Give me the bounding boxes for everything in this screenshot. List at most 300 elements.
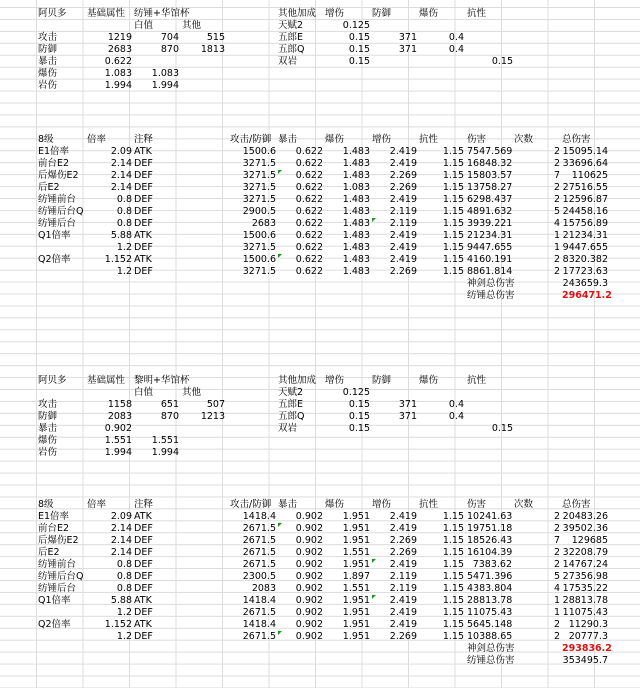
bot-table-cell-c1[interactable]: 2.14 bbox=[110, 547, 132, 558]
bot-table-cell-c8[interactable]: 10241.63 bbox=[467, 511, 513, 522]
bot-table-cell-c1[interactable]: 0.8 bbox=[116, 571, 132, 582]
bot-table-cell-c2[interactable]: DEF bbox=[134, 547, 153, 558]
top-table-cell-c10[interactable]: 21234.31 bbox=[562, 230, 608, 241]
bot-table-cell-c7[interactable]: 1.15 bbox=[442, 571, 464, 582]
top-table-cell-c4[interactable]: 0.622 bbox=[295, 170, 323, 181]
top-attr-row-other[interactable] bbox=[180, 80, 225, 92]
bot-table-cell-c1[interactable]: 1.2 bbox=[116, 631, 132, 642]
top-table-cell-c1[interactable]: 5.88 bbox=[110, 230, 132, 241]
bot-bonus-row-label[interactable]: 双岩 bbox=[278, 423, 298, 434]
bot-table-cell-c5[interactable]: 1.951 bbox=[342, 631, 370, 642]
bot-attr-header-other[interactable]: 其他 bbox=[182, 387, 202, 398]
top-table-header-4[interactable]: 暴击 bbox=[278, 134, 298, 145]
bot-table-cell-c4[interactable]: 0.902 bbox=[295, 571, 323, 582]
bot-bonus-row-critdmg[interactable]: 0.4 bbox=[448, 411, 464, 422]
top-table-cell-c6[interactable]: 2.119 bbox=[389, 218, 417, 229]
top-bonus-row-dmgbonus[interactable]: 0.125 bbox=[342, 20, 370, 31]
top-table-cell-c6[interactable]: 2.419 bbox=[389, 230, 417, 241]
top-table-cell-c8[interactable]: 15803.57 bbox=[467, 170, 513, 181]
bot-table-header-0[interactable]: 8级 bbox=[38, 499, 54, 510]
top-bonus-row-def[interactable] bbox=[372, 56, 417, 68]
top-table-cell-c4[interactable]: 0.622 bbox=[295, 158, 323, 169]
bot-table-cell-c5[interactable]: 1.551 bbox=[342, 583, 370, 594]
top-table-cell-c8[interactable]: 16848.32 bbox=[467, 158, 513, 169]
top-table-cell-c10[interactable]: 12596.87 bbox=[562, 194, 608, 205]
top-table-cell-c7[interactable]: 1.15 bbox=[442, 194, 464, 205]
top-table-cell-c8[interactable]: 4891.632 bbox=[467, 206, 513, 217]
top-bonus-row-dmgbonus[interactable]: 0.15 bbox=[348, 56, 370, 67]
bot-attr-row-other[interactable] bbox=[180, 423, 225, 435]
bot-table-cell-c7[interactable]: 1.15 bbox=[442, 595, 464, 606]
bot-table-cell-c5[interactable]: 1.951 bbox=[342, 511, 370, 522]
bot-table-cell-c4[interactable]: 0.902 bbox=[295, 559, 323, 570]
bot-bonus-row-res[interactable]: 0.15 bbox=[491, 423, 513, 434]
bot-table-cell-c9[interactable]: 2 bbox=[553, 523, 560, 534]
top-table-cell-c9[interactable]: 7 bbox=[553, 170, 560, 181]
bot-attr-row-other[interactable] bbox=[180, 435, 225, 447]
top-bonus-row-def[interactable]: 371 bbox=[398, 32, 417, 43]
bot-table-cell-c6[interactable]: 2.419 bbox=[389, 619, 417, 630]
bot-table-cell-c4[interactable]: 0.902 bbox=[295, 583, 323, 594]
top-table-cell-c1[interactable]: 0.8 bbox=[116, 218, 132, 229]
bot-table-cell-c6[interactable]: 2.269 bbox=[389, 547, 417, 558]
top-table-cell-c10[interactable]: 17723.63 bbox=[562, 266, 608, 277]
bot-table-cell-c7[interactable]: 1.15 bbox=[442, 607, 464, 618]
bot-attr-header-weapon[interactable]: 黎明+华馆杯 bbox=[134, 375, 190, 386]
bot-table-cell-c7[interactable]: 1.15 bbox=[442, 547, 464, 558]
top-table-cell-c5[interactable]: 1.083 bbox=[342, 182, 370, 193]
top-table-cell-c3[interactable]: 3271.5 bbox=[242, 266, 276, 277]
bot-table-cell-c10[interactable]: 20483.26 bbox=[562, 511, 608, 522]
top-table-cell-c2[interactable]: DEF bbox=[134, 170, 153, 181]
top-attr-row-white[interactable]: 704 bbox=[160, 32, 179, 43]
top-table-cell-c4[interactable]: 0.622 bbox=[295, 230, 323, 241]
top-table-cell-c8[interactable]: 4160.191 bbox=[467, 254, 513, 265]
bot-attr-row-other[interactable]: 507 bbox=[206, 399, 225, 410]
top-table-cell-c1[interactable]: 2.09 bbox=[110, 146, 132, 157]
bot-bonus-row-dmgbonus[interactable]: 0.15 bbox=[348, 411, 370, 422]
bot-table-header-10[interactable]: 总伤害 bbox=[562, 499, 591, 510]
bot-table-cell-c0[interactable]: E1倍率 bbox=[38, 511, 70, 522]
top-table-cell-c9[interactable]: 2 bbox=[553, 194, 560, 205]
top-table-cell-c1[interactable]: 2.14 bbox=[110, 170, 132, 181]
top-table-cell-c2[interactable]: DEF bbox=[134, 206, 153, 217]
bot-table-cell-c4[interactable]: 0.902 bbox=[295, 523, 323, 534]
top-bonus-row-dmgbonus[interactable]: 0.15 bbox=[348, 32, 370, 43]
bot-table-cell-c8[interactable]: 10388.65 bbox=[467, 631, 513, 642]
bot-bonus-row-label[interactable]: 天赋2 bbox=[278, 387, 304, 398]
top-table-cell-c0[interactable]: Q2倍率 bbox=[38, 254, 71, 265]
bot-attr-header-white[interactable]: 白值 bbox=[134, 387, 154, 398]
top-bonus-row-critdmg[interactable]: 0.4 bbox=[448, 32, 464, 43]
bot-table-cell-c0[interactable]: Q1倍率 bbox=[38, 595, 71, 606]
top-attr-row-other[interactable]: 1813 bbox=[200, 44, 225, 55]
top-table-cell-c8[interactable]: 7547.569 bbox=[467, 146, 513, 157]
top-table-cell-c9[interactable]: 5 bbox=[553, 206, 560, 217]
bot-table-cell-c1[interactable]: 5.88 bbox=[110, 595, 132, 606]
top-table-cell-c6[interactable]: 2.269 bbox=[389, 266, 417, 277]
top-table-cell-c9[interactable]: 1 bbox=[553, 242, 560, 253]
bot-table-cell-c7[interactable]: 1.15 bbox=[442, 583, 464, 594]
top-table-header-9[interactable]: 次数 bbox=[514, 134, 534, 145]
top-table-cell-c8[interactable]: 13758.27 bbox=[467, 182, 513, 193]
top-table-header-10[interactable]: 总伤害 bbox=[562, 134, 591, 145]
top-table-cell-c3[interactable]: 2900.5 bbox=[242, 206, 276, 217]
bot-table-header-6[interactable]: 增伤 bbox=[372, 499, 392, 510]
bot-table-cell-c8[interactable]: 7383.62 bbox=[472, 559, 512, 570]
bot-bonus-row-label[interactable]: 五郎Q bbox=[278, 411, 305, 422]
bot-table-cell-c10[interactable]: 129685 bbox=[571, 535, 608, 546]
top-attr-row-white[interactable] bbox=[134, 56, 179, 68]
top-table-cell-c3[interactable]: 3271.5 bbox=[242, 194, 276, 205]
bot-table-cell-c2[interactable]: DEF bbox=[134, 523, 153, 534]
bot-table-cell-c0[interactable]: Q2倍率 bbox=[38, 619, 71, 630]
top-table-cell-c3[interactable]: 3271.5 bbox=[242, 242, 276, 253]
top-table-cell-c8[interactable]: 3939.221 bbox=[467, 218, 513, 229]
top-table-cell-c0[interactable]: 纺锤后台Q bbox=[38, 206, 84, 217]
bot-table-cell-c2[interactable]: DEF bbox=[134, 631, 153, 642]
top-table-cell-c3[interactable]: 2683 bbox=[251, 218, 276, 229]
bot-table-cell-c0[interactable] bbox=[38, 631, 86, 643]
bot-table-cell-c1[interactable]: 2.14 bbox=[110, 535, 132, 546]
top-table-cell-c5[interactable]: 1.483 bbox=[342, 146, 370, 157]
bot-table-cell-c6[interactable]: 2.119 bbox=[389, 571, 417, 582]
top-table-cell-c9[interactable]: 2 bbox=[553, 146, 560, 157]
top-table-cell-c9[interactable]: 2 bbox=[553, 158, 560, 169]
bot-table-total2-value[interactable]: 353495.7 bbox=[562, 655, 608, 666]
top-table-cell-c2[interactable]: ATK bbox=[134, 146, 152, 157]
bot-table-cell-c3[interactable]: 2671.5 bbox=[242, 607, 276, 618]
bot-table-cell-c8[interactable]: 5645.148 bbox=[467, 619, 513, 630]
top-table-cell-c5[interactable]: 1.483 bbox=[342, 254, 370, 265]
bot-table-cell-c10[interactable]: 11075.43 bbox=[562, 607, 608, 618]
bot-table-cell-c4[interactable]: 0.902 bbox=[295, 607, 323, 618]
bot-bonus-row-def[interactable] bbox=[372, 423, 417, 435]
top-table-cell-c3[interactable]: 1500.6 bbox=[242, 146, 276, 157]
bot-table-cell-c8[interactable]: 5471.396 bbox=[467, 571, 513, 582]
top-table-cell-c2[interactable]: DEF bbox=[134, 266, 153, 277]
top-table-cell-c7[interactable]: 1.15 bbox=[442, 182, 464, 193]
bot-attr-row-label[interactable]: 岩伤 bbox=[38, 447, 58, 458]
top-attr-row-other[interactable] bbox=[180, 68, 225, 80]
bot-table-cell-c10[interactable]: 32208.79 bbox=[562, 547, 608, 558]
top-attr-header-white[interactable]: 白值 bbox=[134, 20, 154, 31]
bot-bonus-row-label[interactable]: 五郎E bbox=[278, 399, 304, 410]
top-table-cell-c10[interactable]: 9447.655 bbox=[562, 242, 608, 253]
bot-table-cell-c2[interactable]: DEF bbox=[134, 559, 153, 570]
top-attr-row-other[interactable]: 515 bbox=[206, 32, 225, 43]
bot-table-header-3[interactable]: 攻击/防御 bbox=[230, 499, 272, 510]
top-table-cell-c6[interactable]: 2.419 bbox=[389, 242, 417, 253]
bot-bonus-row-dmgbonus[interactable]: 0.15 bbox=[348, 423, 370, 434]
bot-table-total1-label[interactable]: 神剑总伤害 bbox=[467, 643, 515, 654]
bot-table-header-9[interactable]: 次数 bbox=[514, 499, 534, 510]
top-attr-row-label[interactable]: 岩伤 bbox=[38, 80, 58, 91]
top-bonus-row-res[interactable]: 0.15 bbox=[491, 56, 513, 67]
bot-table-cell-c1[interactable]: 0.8 bbox=[116, 559, 132, 570]
top-table-cell-c5[interactable]: 1.483 bbox=[342, 194, 370, 205]
bot-attr-row-base[interactable]: 1158 bbox=[107, 399, 132, 410]
bot-table-cell-c0[interactable]: 前台E2 bbox=[38, 523, 70, 534]
top-bonus-header-2[interactable]: 防御 bbox=[372, 8, 392, 19]
bot-table-cell-c3[interactable]: 2300.5 bbox=[242, 571, 276, 582]
top-table-cell-c2[interactable]: DEF bbox=[134, 242, 153, 253]
top-attr-row-label[interactable]: 攻击 bbox=[38, 32, 58, 43]
bot-table-cell-c10[interactable]: 11290.3 bbox=[568, 619, 608, 630]
top-table-total1-label[interactable]: 神剑总伤害 bbox=[467, 278, 515, 289]
bot-table-cell-c3[interactable]: 2671.5 bbox=[242, 559, 276, 570]
bot-table-cell-c8[interactable]: 19751.18 bbox=[467, 523, 513, 534]
top-table-cell-c2[interactable]: ATK bbox=[134, 230, 152, 241]
top-table-total2-label[interactable]: 纺锤总伤害 bbox=[467, 290, 515, 301]
top-table-cell-c5[interactable]: 1.483 bbox=[342, 158, 370, 169]
top-attr-row-base[interactable]: 2683 bbox=[107, 44, 132, 55]
top-table-cell-c7[interactable]: 1.15 bbox=[442, 170, 464, 181]
bot-table-cell-c3[interactable]: 2671.5 bbox=[242, 523, 276, 534]
bot-attr-row-other[interactable] bbox=[180, 447, 225, 459]
bot-table-cell-c7[interactable]: 1.15 bbox=[442, 535, 464, 546]
bot-table-cell-c5[interactable]: 1.897 bbox=[342, 571, 370, 582]
bot-table-header-2[interactable]: 注释 bbox=[134, 499, 154, 510]
bot-table-cell-c3[interactable]: 2671.5 bbox=[242, 631, 276, 642]
top-table-cell-c10[interactable]: 24458.16 bbox=[562, 206, 608, 217]
bot-table-cell-c9[interactable]: 1 bbox=[553, 595, 560, 606]
top-table-header-3[interactable]: 攻击/防御 bbox=[230, 134, 272, 145]
top-table-cell-c2[interactable]: DEF bbox=[134, 218, 153, 229]
top-bonus-header-3[interactable]: 爆伤 bbox=[419, 8, 439, 19]
top-attr-row-white[interactable]: 1.994 bbox=[151, 80, 179, 91]
top-table-cell-c10[interactable]: 15095.14 bbox=[562, 146, 608, 157]
top-table-cell-c9[interactable]: 2 bbox=[553, 266, 560, 277]
bot-table-cell-c4[interactable]: 0.902 bbox=[295, 535, 323, 546]
bot-table-cell-c5[interactable]: 1.551 bbox=[342, 547, 370, 558]
top-table-cell-c1[interactable]: 2.14 bbox=[110, 182, 132, 193]
top-table-cell-c0[interactable]: Q1倍率 bbox=[38, 230, 71, 241]
bot-attr-header-base[interactable]: 基础属性 bbox=[87, 375, 126, 386]
top-table-header-2[interactable]: 注释 bbox=[134, 134, 154, 145]
top-bonus-row-label[interactable]: 天赋2 bbox=[278, 20, 304, 31]
top-bonus-row-res[interactable] bbox=[468, 32, 513, 44]
top-table-cell-c8[interactable]: 9447.655 bbox=[467, 242, 513, 253]
bot-table-cell-c2[interactable]: ATK bbox=[134, 595, 152, 606]
bot-table-header-5[interactable]: 爆伤 bbox=[325, 499, 345, 510]
bot-table-cell-c0[interactable]: 后E2 bbox=[38, 547, 60, 558]
bot-table-cell-c3[interactable]: 2083 bbox=[251, 583, 276, 594]
top-table-cell-c0[interactable]: 纺锤后台 bbox=[38, 218, 77, 229]
bot-table-cell-c3[interactable]: 1418.4 bbox=[242, 619, 276, 630]
bot-table-cell-c3[interactable]: 2671.5 bbox=[242, 547, 276, 558]
top-table-cell-c4[interactable]: 0.622 bbox=[295, 266, 323, 277]
bot-table-cell-c9[interactable]: 5 bbox=[553, 571, 560, 582]
bot-table-cell-c9[interactable]: 2 bbox=[553, 631, 560, 642]
bot-bonus-row-critdmg[interactable] bbox=[419, 387, 464, 399]
bot-bonus-row-def[interactable]: 371 bbox=[398, 411, 417, 422]
top-table-header-7[interactable]: 抗性 bbox=[419, 134, 439, 145]
top-table-cell-c8[interactable]: 6298.437 bbox=[467, 194, 513, 205]
bot-attr-row-white[interactable]: 870 bbox=[160, 411, 179, 422]
bot-table-cell-c0[interactable]: 纺锤前台 bbox=[38, 559, 77, 570]
bot-attr-header-char[interactable]: 阿贝多 bbox=[38, 375, 67, 386]
top-bonus-header-0[interactable]: 其他加成 bbox=[278, 8, 317, 19]
bot-table-cell-c6[interactable]: 2.419 bbox=[389, 595, 417, 606]
bot-bonus-row-res[interactable] bbox=[468, 387, 513, 399]
bot-table-cell-c9[interactable]: 2 bbox=[553, 559, 560, 570]
top-table-cell-c1[interactable]: 1.2 bbox=[116, 242, 132, 253]
top-bonus-row-dmgbonus[interactable]: 0.15 bbox=[348, 44, 370, 55]
bot-table-cell-c10[interactable]: 14767.24 bbox=[562, 559, 608, 570]
bot-bonus-row-critdmg[interactable] bbox=[419, 423, 464, 435]
top-table-cell-c5[interactable]: 1.483 bbox=[342, 218, 370, 229]
bot-attr-row-base[interactable]: 2083 bbox=[107, 411, 132, 422]
bot-table-header-1[interactable]: 倍率 bbox=[87, 499, 107, 510]
top-table-cell-c3[interactable]: 1500.6 bbox=[242, 230, 276, 241]
bot-table-cell-c5[interactable]: 1.951 bbox=[342, 535, 370, 546]
top-table-cell-c1[interactable]: 2.14 bbox=[110, 158, 132, 169]
bot-table-cell-c0[interactable] bbox=[38, 607, 86, 619]
top-bonus-row-label[interactable]: 双岩 bbox=[278, 56, 298, 67]
bot-attr-row-white[interactable]: 651 bbox=[160, 399, 179, 410]
top-table-cell-c4[interactable]: 0.622 bbox=[295, 242, 323, 253]
top-table-cell-c1[interactable]: 0.8 bbox=[116, 194, 132, 205]
bot-table-cell-c0[interactable]: 纺锤后台Q bbox=[38, 571, 84, 582]
top-bonus-row-critdmg[interactable]: 0.4 bbox=[448, 44, 464, 55]
top-table-header-1[interactable]: 倍率 bbox=[87, 134, 107, 145]
bot-table-cell-c6[interactable]: 2.419 bbox=[389, 607, 417, 618]
top-table-cell-c0[interactable]: 后E2 bbox=[38, 182, 60, 193]
top-attr-header-base[interactable]: 基础属性 bbox=[87, 8, 126, 19]
bot-table-cell-c10[interactable]: 39502.36 bbox=[562, 523, 608, 534]
bot-table-cell-c2[interactable]: DEF bbox=[134, 583, 153, 594]
top-bonus-row-res[interactable] bbox=[468, 20, 513, 32]
bot-table-cell-c2[interactable]: DEF bbox=[134, 535, 153, 546]
bot-table-cell-c6[interactable]: 2.119 bbox=[389, 583, 417, 594]
top-attr-row-white[interactable]: 870 bbox=[160, 44, 179, 55]
bot-bonus-row-dmgbonus[interactable]: 0.125 bbox=[342, 387, 370, 398]
top-table-cell-c1[interactable]: 1.152 bbox=[104, 254, 132, 265]
bot-attr-row-base[interactable]: 1.994 bbox=[104, 447, 132, 458]
bot-table-header-4[interactable]: 暴击 bbox=[278, 499, 298, 510]
bot-attr-row-label[interactable]: 攻击 bbox=[38, 399, 58, 410]
top-table-cell-c0[interactable] bbox=[38, 266, 86, 278]
bot-table-total2-label[interactable]: 纺锤总伤害 bbox=[467, 655, 515, 666]
bot-table-cell-c6[interactable]: 2.269 bbox=[389, 535, 417, 546]
top-table-cell-c5[interactable]: 1.483 bbox=[342, 242, 370, 253]
bot-table-cell-c0[interactable]: 后爆伤E2 bbox=[38, 535, 79, 546]
bot-table-cell-c10[interactable]: 20777.3 bbox=[568, 631, 608, 642]
top-attr-row-label[interactable]: 暴击 bbox=[38, 56, 58, 67]
bot-attr-row-base[interactable]: 0.902 bbox=[104, 423, 132, 434]
top-bonus-row-label[interactable]: 五郎Q bbox=[278, 44, 305, 55]
bot-table-cell-c8[interactable]: 4383.804 bbox=[467, 583, 513, 594]
bot-attr-row-label[interactable]: 防御 bbox=[38, 411, 58, 422]
bot-table-cell-c5[interactable]: 1.951 bbox=[342, 607, 370, 618]
bot-bonus-header-1[interactable]: 增伤 bbox=[325, 375, 345, 386]
bot-table-cell-c2[interactable]: ATK bbox=[134, 619, 152, 630]
bot-bonus-header-0[interactable]: 其他加成 bbox=[278, 375, 317, 386]
top-table-cell-c0[interactable]: E1倍率 bbox=[38, 146, 70, 157]
top-table-cell-c6[interactable]: 2.419 bbox=[389, 194, 417, 205]
top-table-cell-c0[interactable] bbox=[38, 242, 86, 254]
top-table-cell-c5[interactable]: 1.483 bbox=[342, 230, 370, 241]
top-table-cell-c9[interactable]: 2 bbox=[553, 254, 560, 265]
top-attr-row-label[interactable]: 爆伤 bbox=[38, 68, 58, 79]
bot-table-cell-c5[interactable]: 1.951 bbox=[342, 619, 370, 630]
bot-table-cell-c9[interactable]: 2 bbox=[553, 547, 560, 558]
bot-bonus-header-2[interactable]: 防御 bbox=[372, 375, 392, 386]
bot-table-cell-c2[interactable]: ATK bbox=[134, 511, 152, 522]
top-attr-header-weapon[interactable]: 纺锤+华馆杯 bbox=[134, 8, 190, 19]
bot-attr-row-label[interactable]: 爆伤 bbox=[38, 435, 58, 446]
top-bonus-row-res[interactable] bbox=[468, 44, 513, 56]
top-table-cell-c6[interactable]: 2.269 bbox=[389, 170, 417, 181]
top-table-cell-c0[interactable]: 纺锤前台 bbox=[38, 194, 77, 205]
bot-table-cell-c8[interactable]: 16104.39 bbox=[467, 547, 513, 558]
top-table-cell-c8[interactable]: 8861.814 bbox=[467, 266, 513, 277]
top-attr-row-white[interactable]: 1.083 bbox=[151, 68, 179, 79]
top-table-cell-c10[interactable]: 33696.64 bbox=[562, 158, 608, 169]
bot-table-cell-c10[interactable]: 17535.22 bbox=[562, 583, 608, 594]
bot-table-cell-c4[interactable]: 0.902 bbox=[295, 619, 323, 630]
bot-attr-row-white[interactable]: 1.994 bbox=[151, 447, 179, 458]
bot-table-cell-c5[interactable]: 1.951 bbox=[342, 523, 370, 534]
top-table-cell-c2[interactable]: DEF bbox=[134, 182, 153, 193]
top-table-cell-c3[interactable]: 3271.5 bbox=[242, 182, 276, 193]
top-bonus-row-critdmg[interactable] bbox=[419, 56, 464, 68]
top-attr-row-base[interactable]: 1.083 bbox=[104, 68, 132, 79]
top-attr-row-base[interactable]: 0.622 bbox=[104, 56, 132, 67]
top-attr-header-other[interactable]: 其他 bbox=[182, 20, 202, 31]
bot-table-cell-c10[interactable]: 27356.98 bbox=[562, 571, 608, 582]
top-table-cell-c6[interactable]: 2.419 bbox=[389, 146, 417, 157]
top-table-cell-c7[interactable]: 1.15 bbox=[442, 242, 464, 253]
top-table-header-5[interactable]: 爆伤 bbox=[325, 134, 345, 145]
top-table-cell-c5[interactable]: 1.483 bbox=[342, 206, 370, 217]
bot-table-cell-c1[interactable]: 2.09 bbox=[110, 511, 132, 522]
top-bonus-header-1[interactable]: 增伤 bbox=[325, 8, 345, 19]
top-table-cell-c2[interactable]: DEF bbox=[134, 194, 153, 205]
bot-table-cell-c4[interactable]: 0.902 bbox=[295, 547, 323, 558]
top-bonus-header-4[interactable]: 抗性 bbox=[467, 8, 487, 19]
bot-attr-row-base[interactable]: 1.551 bbox=[104, 435, 132, 446]
top-table-cell-c10[interactable]: 8320.382 bbox=[562, 254, 608, 265]
top-attr-row-base[interactable]: 1219 bbox=[107, 32, 132, 43]
bot-bonus-row-def[interactable]: 371 bbox=[398, 399, 417, 410]
top-table-cell-c7[interactable]: 1.15 bbox=[442, 158, 464, 169]
top-table-total1-value[interactable]: 243659.3 bbox=[562, 278, 608, 289]
bot-table-cell-c4[interactable]: 0.902 bbox=[295, 511, 323, 522]
bot-attr-row-white[interactable] bbox=[134, 423, 179, 435]
top-attr-header-char[interactable]: 阿贝多 bbox=[38, 8, 67, 19]
bot-bonus-row-res[interactable] bbox=[468, 399, 513, 411]
top-bonus-row-def[interactable]: 371 bbox=[398, 44, 417, 55]
bot-table-cell-c7[interactable]: 1.15 bbox=[442, 523, 464, 534]
top-table-cell-c5[interactable]: 1.483 bbox=[342, 170, 370, 181]
top-table-cell-c6[interactable]: 2.419 bbox=[389, 158, 417, 169]
bot-table-cell-c0[interactable]: 纺锤后台 bbox=[38, 583, 77, 594]
top-table-cell-c2[interactable]: DEF bbox=[134, 158, 153, 169]
bot-table-cell-c7[interactable]: 1.15 bbox=[442, 559, 464, 570]
top-bonus-row-label[interactable]: 五郎E bbox=[278, 32, 304, 43]
top-table-cell-c4[interactable]: 0.622 bbox=[295, 206, 323, 217]
bot-table-cell-c8[interactable]: 28813.78 bbox=[467, 595, 513, 606]
bot-attr-row-white[interactable]: 1.551 bbox=[151, 435, 179, 446]
top-attr-row-base[interactable]: 1.994 bbox=[104, 80, 132, 91]
bot-attr-row-other[interactable]: 1213 bbox=[200, 411, 225, 422]
top-table-cell-c10[interactable]: 110625 bbox=[571, 170, 608, 181]
top-table-cell-c0[interactable]: 前台E2 bbox=[38, 158, 70, 169]
top-table-cell-c4[interactable]: 0.622 bbox=[295, 194, 323, 205]
top-table-cell-c7[interactable]: 1.15 bbox=[442, 230, 464, 241]
